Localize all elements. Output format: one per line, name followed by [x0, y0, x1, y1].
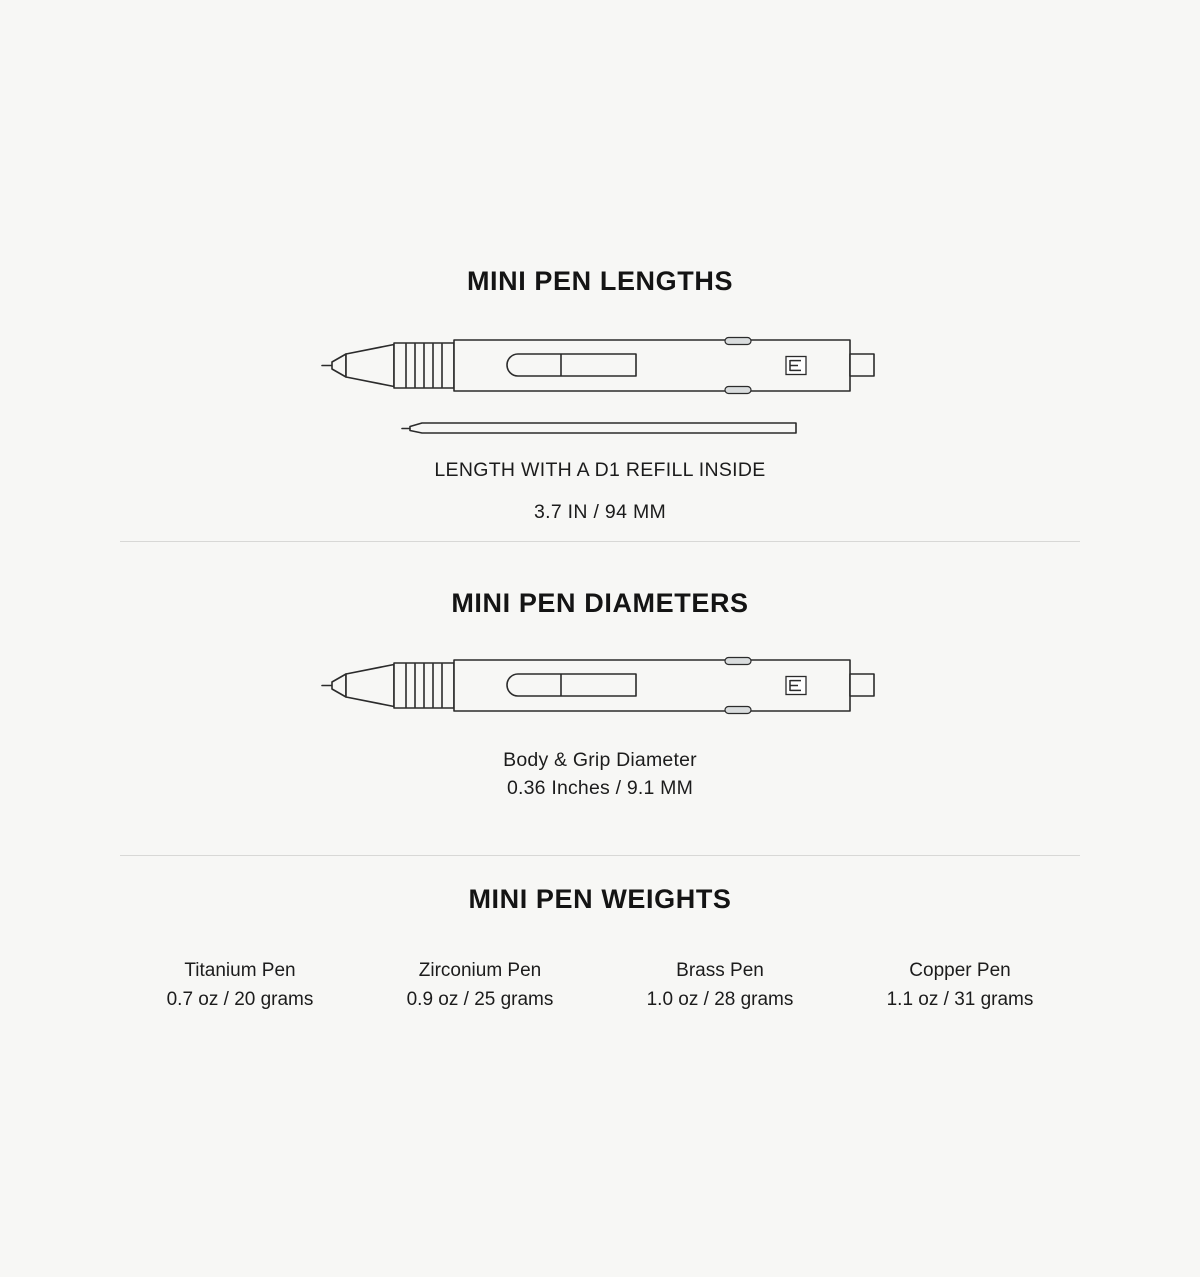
section-title-lengths: MINI PEN LENGTHS [466, 266, 734, 296]
section-title-weights: MINI PEN WEIGHTS [468, 884, 732, 914]
caption-lengths [0, 457, 1200, 526]
divider-1 [120, 541, 1080, 542]
weight-label: Copper Pen [909, 960, 1011, 981]
weight-value: 0.7 oz / 20 grams [166, 988, 314, 1010]
brand-logo-icon [786, 357, 806, 375]
weight-item-titanium [120, 957, 360, 1014]
caption-diameters-line2: 0.36 Inches / 9.1 MM [506, 776, 694, 799]
weight-label: Zirconium Pen [418, 960, 542, 981]
weight-value: 1.0 oz / 28 grams [646, 988, 794, 1010]
caption-diameters-line1: Body & Grip Diameter [503, 749, 697, 771]
mini-pen-outline-icon [320, 332, 880, 396]
section-title-diameters: MINI PEN DIAMETERS [451, 588, 749, 618]
weight-item-brass [600, 957, 840, 1014]
divider-2 [120, 855, 1080, 856]
caption-diameters [0, 747, 1200, 802]
mini-pen-outline-icon [320, 652, 880, 716]
weights-grid [120, 957, 1080, 1014]
section-mini-pen-diameters [0, 588, 1200, 619]
section-mini-pen-weights [0, 884, 1200, 915]
weight-item-zirconium [360, 957, 600, 1014]
weight-value: 0.9 oz / 25 grams [406, 988, 554, 1010]
d1-refill-outline-icon [400, 418, 800, 438]
brand-logo-icon [786, 677, 806, 695]
weight-value: 1.1 oz / 31 grams [886, 988, 1034, 1010]
caption-lengths-line2: 3.7 IN / 94 MM [533, 500, 667, 523]
caption-lengths-line1: LENGTH WITH A D1 REFILL INSIDE [434, 459, 766, 481]
section-mini-pen-lengths [0, 266, 1200, 297]
weight-label: Brass Pen [676, 960, 764, 981]
weight-item-copper [840, 957, 1080, 1014]
refill-illustration [0, 418, 1200, 438]
weight-label: Titanium Pen [184, 960, 296, 981]
pen-illustration-diameters [0, 652, 1200, 762]
